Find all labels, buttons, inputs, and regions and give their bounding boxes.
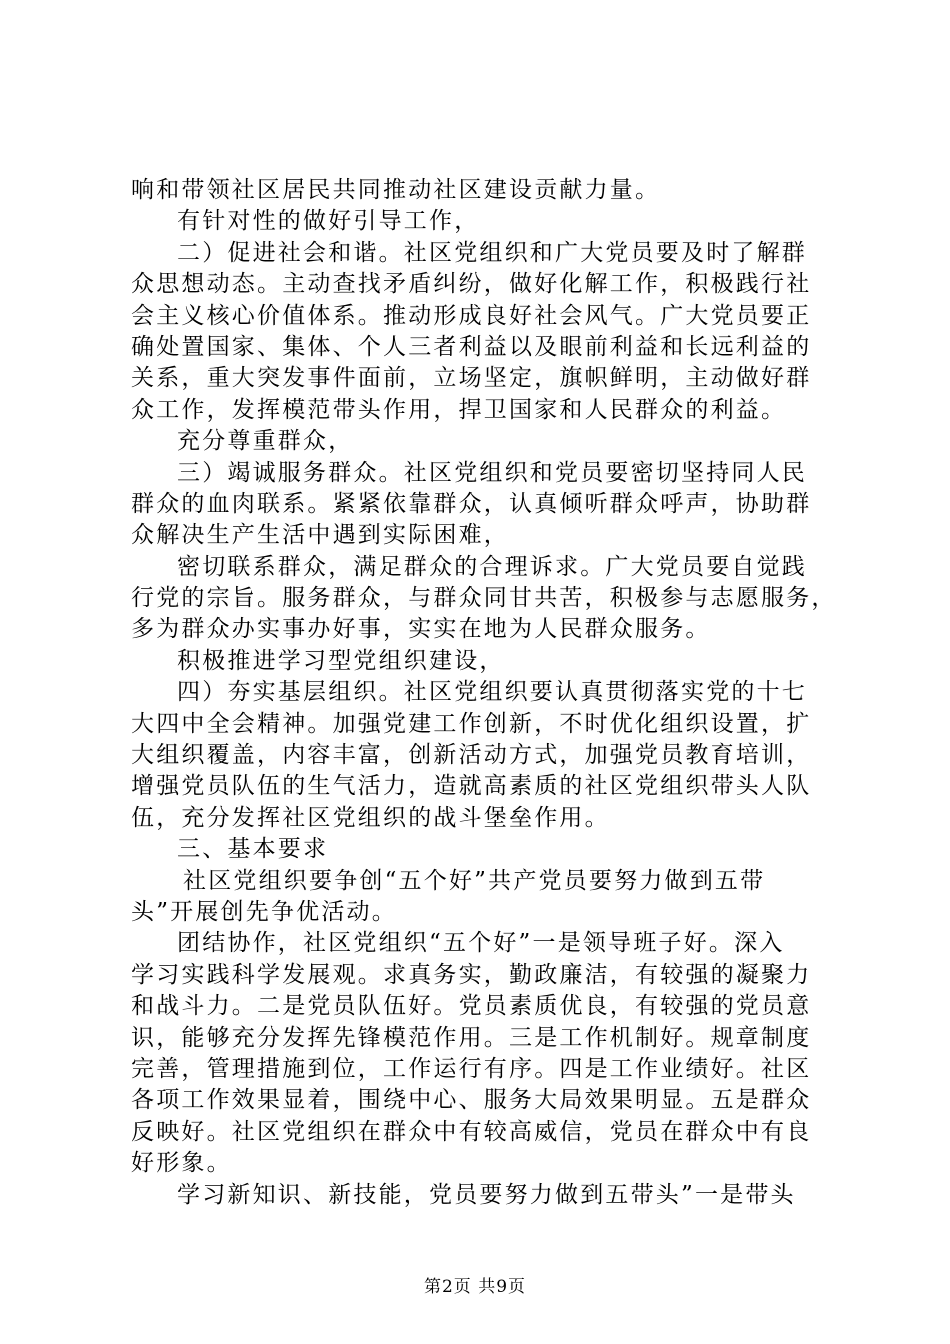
- text-line: 会主义核心价值体系。推动形成良好社会风气。广大党员要正: [131, 302, 812, 329]
- text-line: 大四中全会精神。加强党建工作创新，不时优化组织设置，扩: [131, 710, 812, 737]
- text-line: 多为群众办实事办好事，实实在地为人民群众服务。: [131, 616, 711, 643]
- text-line: 行党的宗旨。服务群众，与群众同甘共苦，积极参与志愿服务，: [131, 585, 837, 612]
- text-line: 四）夯实基层组织。社区党组织要认真贯彻落实党的十七: [177, 679, 807, 706]
- text-line: 有针对性的做好引导工作，: [177, 208, 480, 235]
- text-line: 好形象。: [131, 1150, 232, 1177]
- text-line: 伍，充分发挥社区党组织的战斗堡垒作用。: [131, 804, 610, 831]
- text-line: 众工作，发挥模范带头作用，捍卫国家和人民群众的利益。: [131, 396, 787, 423]
- text-line: 学习实践科学发展观。求真务实，勤政廉洁，有较强的凝聚力: [131, 961, 812, 988]
- text-line: 三）竭诚服务群众。社区党组织和党员要密切坚持同人民: [177, 459, 807, 486]
- page-number: 第2页 共9页: [423, 1277, 527, 1297]
- text-line: 众解决生产生活中遇到实际困难，: [131, 522, 509, 549]
- text-line: 社区党组织要争创“五个好”共产党员要努力做到五带: [183, 867, 766, 894]
- text-line: 充分尊重群众，: [177, 428, 354, 455]
- text-line: 响和带领社区居民共同推动社区建设贡献力量。: [131, 177, 661, 203]
- text-line: 头”开展创先争优活动。: [131, 898, 397, 925]
- text-line: 关系，重大突发事件面前，立场坚定，旗帜鲜明，主动做好群: [131, 365, 812, 392]
- text-line: 大组织覆盖，内容丰富，创新活动方式，加强党员教育培训，: [131, 742, 812, 769]
- text-line: 二）促进社会和谐。社区党组织和广大党员要及时了解群: [177, 239, 807, 266]
- text-line: 团结协作，社区党组织“五个好”一是领导班子好。深入: [177, 930, 785, 957]
- text-line: 众思想动态。主动查找矛盾纠纷，做好化解工作，积极践行社: [131, 271, 812, 298]
- text-line: 密切联系群众，满足群众的合理诉求。广大党员要自觉践: [177, 553, 807, 580]
- text-line: 和战斗力。二是党员队伍好。党员素质优良，有较强的党员意: [131, 993, 812, 1020]
- text-line: 增强党员队伍的生气活力，造就高素质的社区党组织带头人队: [131, 773, 812, 800]
- section-heading: 三、基本要求: [177, 836, 329, 863]
- text-line: 各项工作效果显着，围绕中心、服务大局效果明显。五是群众: [131, 1087, 812, 1114]
- text-line: 学习新知识、新技能，党员要努力做到五带头”一是带头: [177, 1181, 796, 1208]
- text-line: 识，能够充分发挥先锋模范作用。三是工作机制好。规章制度: [131, 1024, 812, 1051]
- text-line: 积极推进学习型党组织建设，: [177, 647, 505, 674]
- text-line: 群众的血肉联系。紧紧依靠群众，认真倾听群众呼声，协助群: [131, 490, 812, 517]
- document-body: [131, 175, 843, 1211]
- text-line: 完善，管理措施到位，工作运行有序。四是工作业绩好。社区: [131, 1055, 812, 1082]
- text-line: 确处置国家、集体、个人三者利益以及眼前利益和长远利益的: [131, 333, 812, 360]
- text-line: 反映好。社区党组织在群众中有较高威信，党员在群众中有良: [131, 1118, 812, 1145]
